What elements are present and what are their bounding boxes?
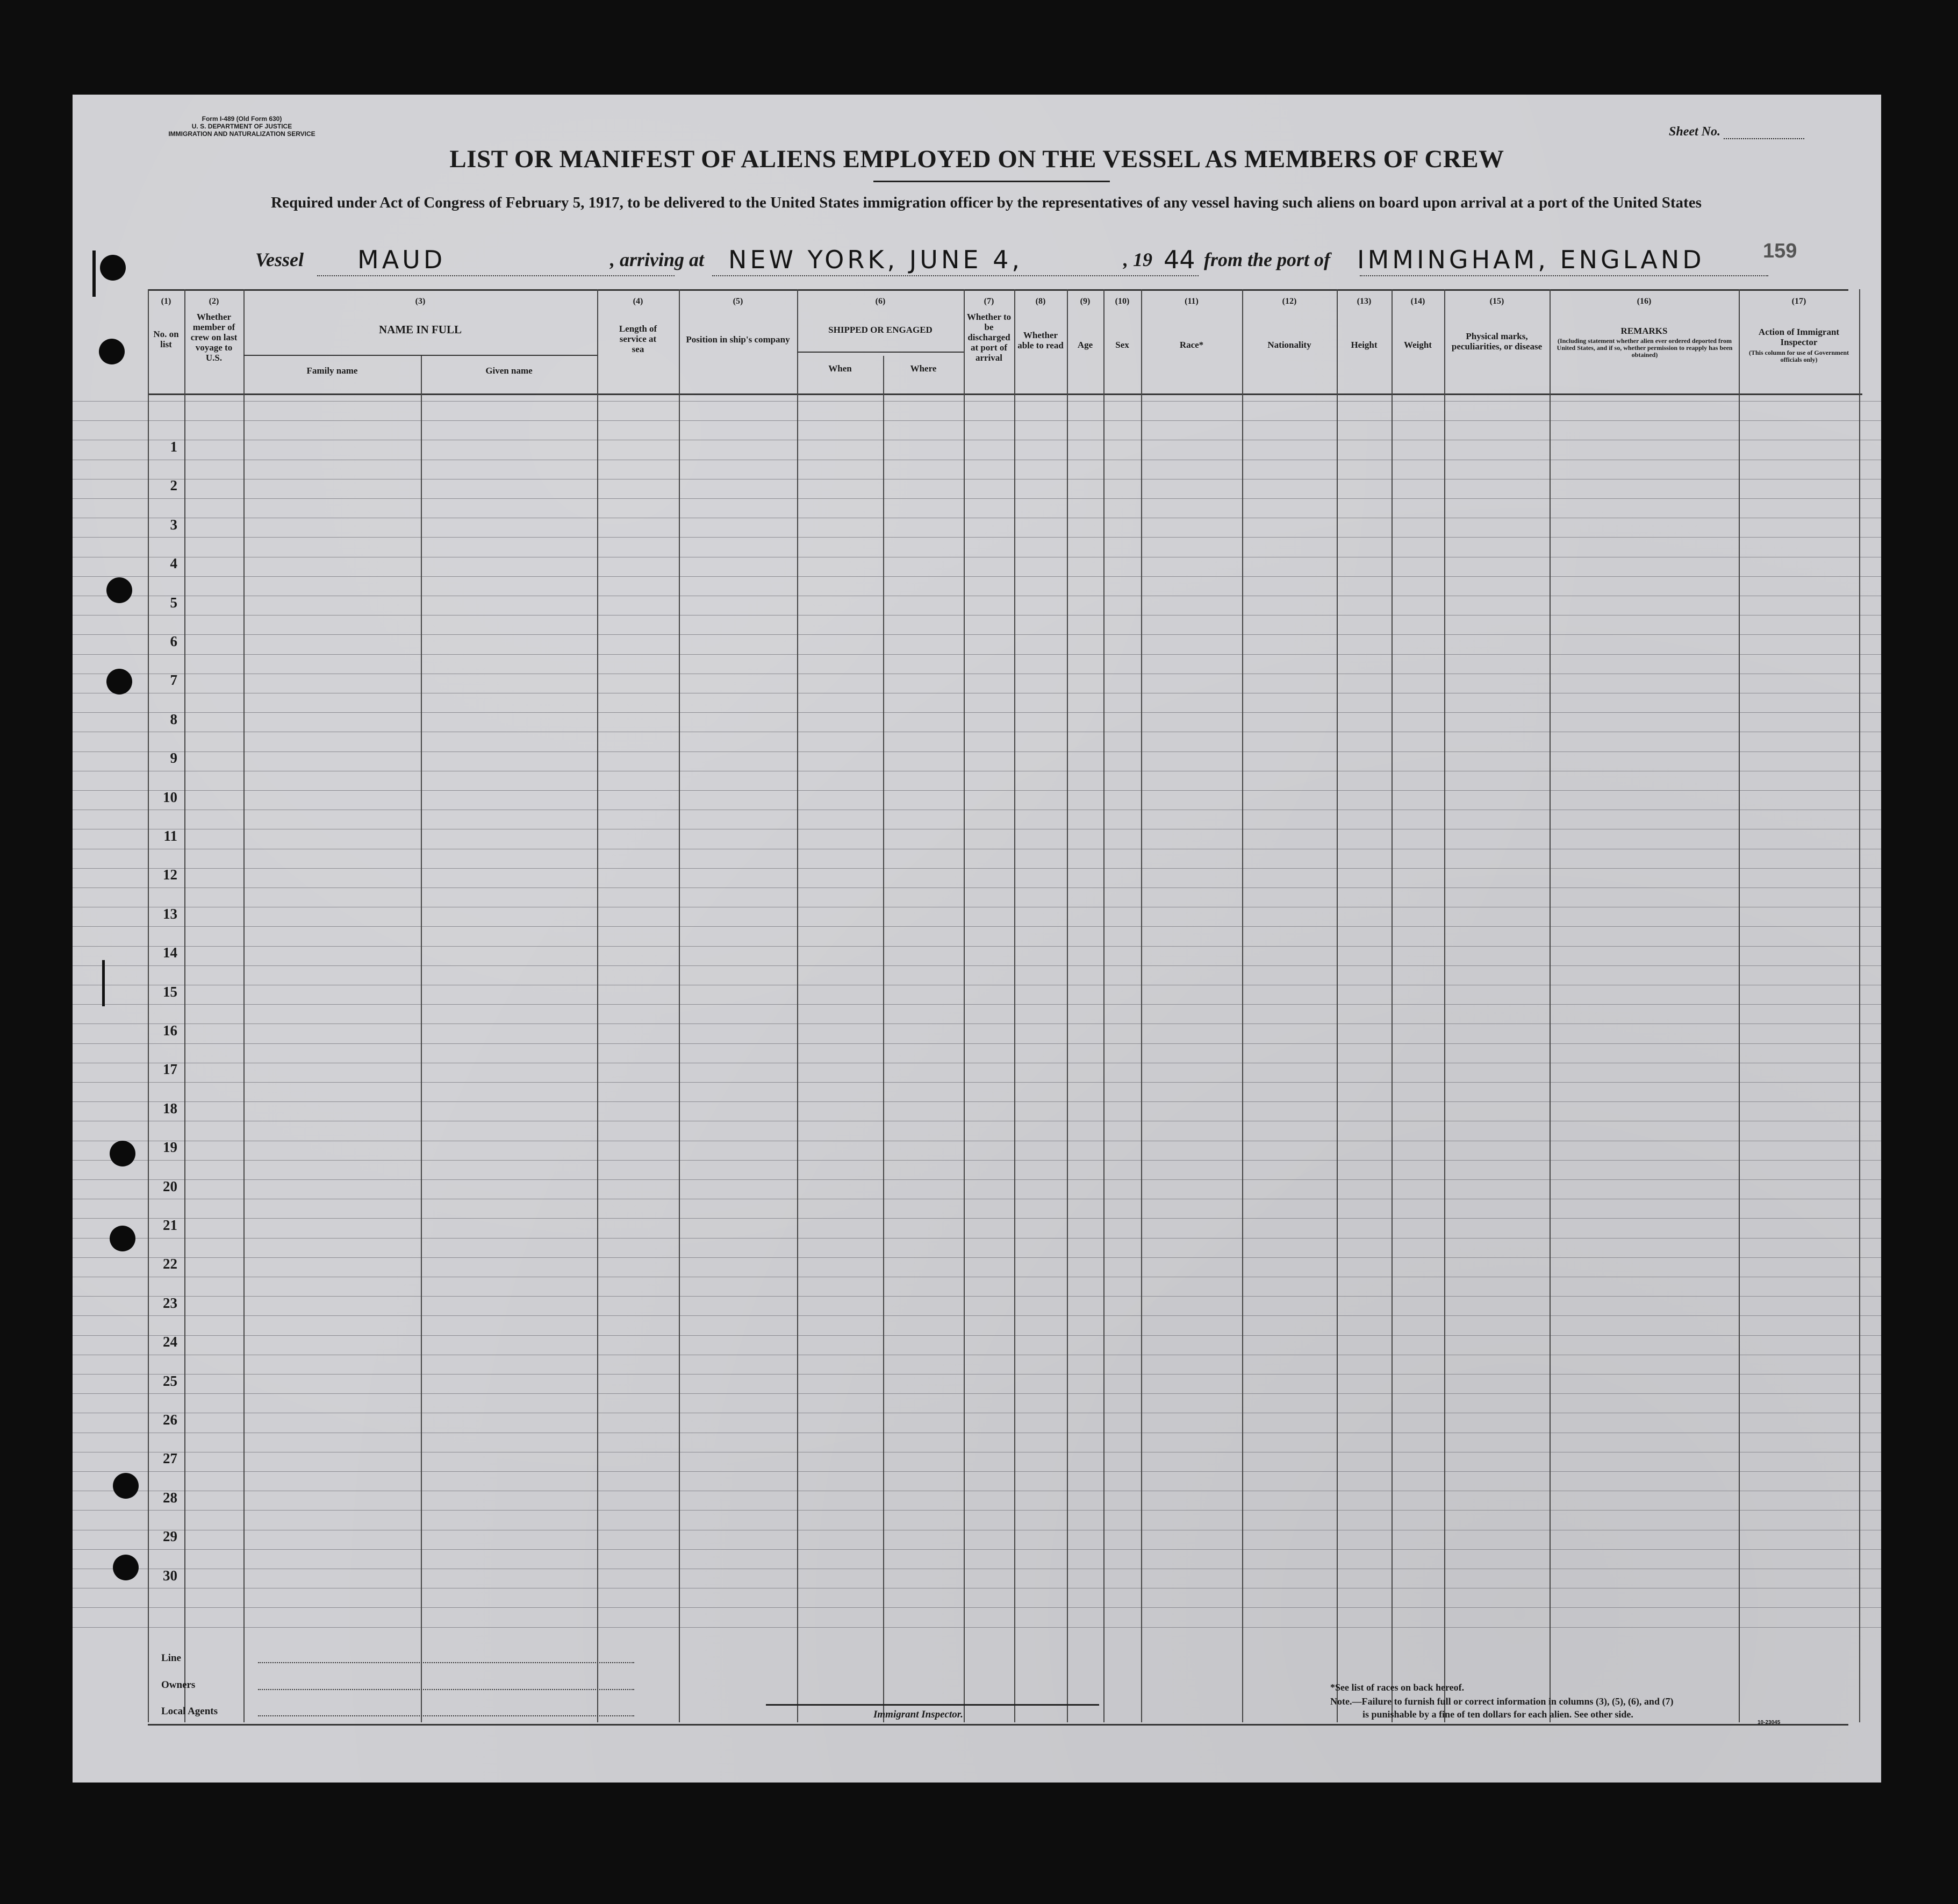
row-number: 5: [170, 594, 177, 611]
column-rule: [1859, 289, 1860, 1722]
ruled-line: [73, 537, 1881, 538]
vessel-label: Vessel: [255, 249, 304, 270]
row-number: 20: [163, 1178, 177, 1194]
col-5-number: (5): [733, 297, 743, 306]
row-number: 30: [163, 1567, 177, 1584]
page-subtitle: Required under Act of Congress of February 5, 1917, to be delivered to the United States immigration officer by the representatives of any vessel having such aliens on board upon arrival at a port of the United States: [271, 194, 1702, 211]
form-id-line: Form I-489 (Old Form 630): [202, 115, 282, 123]
column-rule: [1067, 289, 1068, 1722]
column-rule: [1392, 289, 1393, 1722]
ruled-line: [73, 498, 1881, 499]
form-code: 10-23045: [1758, 1720, 1781, 1726]
column-rule: [1550, 289, 1551, 1722]
col-2-label: Whether member of crew on last voyage to U.S.: [190, 312, 238, 363]
row-number: 10: [163, 789, 177, 805]
line-blank: [258, 1662, 634, 1663]
column-rule: [1337, 289, 1338, 1722]
col-1-number: (1): [161, 297, 171, 306]
sheet-number-blank: [1724, 128, 1804, 139]
punch-hole: [99, 339, 125, 364]
row-number: 4: [170, 555, 177, 572]
col-12-number: (12): [1282, 297, 1297, 306]
arriving-label: , arriving at: [610, 249, 705, 270]
row-number: 1: [170, 439, 177, 455]
line-label: Line: [161, 1652, 181, 1664]
col-7-number: (7): [984, 297, 994, 306]
ruled-line: [73, 965, 1881, 966]
binder-mark: [102, 960, 105, 1006]
ruled-line: [73, 1393, 1881, 1394]
form-identifier: [164, 115, 320, 138]
row-number: 25: [163, 1372, 177, 1389]
col-13-number: (13): [1357, 297, 1372, 306]
col-3-family-name: Family name: [306, 366, 358, 376]
ruled-line: [73, 1043, 1881, 1044]
col-11-number: (11): [1185, 297, 1199, 306]
row-number: 19: [163, 1139, 177, 1156]
stamped-page-number: 159: [1763, 240, 1797, 262]
row-number: 16: [163, 1022, 177, 1039]
row-number: 17: [163, 1061, 177, 1078]
row-number: 6: [170, 633, 177, 649]
column-rule: [1141, 289, 1142, 1722]
col-8-label: Whether able to read: [1017, 330, 1064, 350]
col-17-number: (17): [1791, 297, 1806, 306]
punch-hole: [113, 1555, 139, 1580]
year-label: , 19: [1123, 249, 1152, 270]
col-4-number: (4): [633, 297, 643, 306]
column-rule: [421, 356, 422, 1722]
col-8-number: (8): [1035, 297, 1046, 306]
row-number: 26: [163, 1412, 177, 1428]
col-17-label: Action of Immigrant Inspector: [1758, 327, 1840, 347]
col-13-label: Height: [1351, 340, 1378, 350]
owners-blank: [258, 1689, 634, 1690]
col-16-note: (Including statement whether alien ever ordered deported from United States, and if so, whether permission to reapply has been obtained): [1557, 337, 1733, 359]
punch-hole: [113, 1473, 139, 1499]
col-3-label: NAME IN FULL: [378, 323, 462, 336]
ruled-line: [73, 576, 1881, 577]
col-15-label: Physical marks, peculiarities, or disease: [1451, 331, 1543, 352]
ruled-line: [73, 1627, 1881, 1628]
sheet-number-label: Sheet No.: [1669, 125, 1720, 139]
row-number: 2: [170, 477, 177, 494]
ruled-line: [73, 946, 1881, 947]
ruled-line: [73, 1471, 1881, 1472]
ruled-line: [73, 1082, 1881, 1083]
column-rule: [597, 289, 598, 1722]
ruled-line: [73, 790, 1881, 791]
col-2-number: (2): [209, 297, 219, 306]
col-3-number: (3): [415, 297, 426, 306]
ruled-line: [73, 1218, 1881, 1219]
col-16-number: (16): [1637, 297, 1652, 306]
punch-hole: [110, 1141, 135, 1166]
row-number: 21: [163, 1217, 177, 1233]
ruled-line: [73, 1510, 1881, 1511]
col-6-where: Where: [910, 363, 937, 374]
manifest-sheet: [73, 95, 1881, 1783]
column-rule: [243, 289, 245, 1722]
form-id-line: IMMIGRATION AND NATURALIZATION SERVICE: [168, 130, 315, 138]
column-rule: [964, 289, 965, 1722]
col-6-label: SHIPPED OR ENGAGED: [828, 325, 933, 335]
year-value: 44: [1164, 245, 1195, 274]
arriving-port-date: NEW YORK, JUNE 4,: [728, 245, 1023, 274]
ruled-line: [73, 1179, 1881, 1180]
sheet-number-field: [1669, 125, 1846, 139]
col-4-label: Length of service at sea: [619, 324, 657, 354]
col-5-label: Position in ship's company: [686, 334, 790, 345]
row-number: 3: [170, 516, 177, 533]
col-10-number: (10): [1115, 297, 1130, 306]
ruled-line: [73, 1257, 1881, 1258]
col-3-given-name: Given name: [485, 366, 533, 376]
row-number: 29: [163, 1528, 177, 1545]
row-number: 24: [163, 1334, 177, 1350]
title-underline: [873, 181, 1110, 182]
col-7-label: Whether to be discharged at port of arrival: [966, 312, 1012, 363]
col-6-when: When: [828, 363, 852, 374]
column-rule: [1739, 289, 1740, 1722]
column-rule: [184, 289, 185, 1722]
col-17-note: (This column for use of Government officials only): [1748, 349, 1849, 363]
ruled-line: [73, 1023, 1881, 1024]
local-agents-blank: [258, 1715, 634, 1716]
ruled-line: [73, 1238, 1881, 1239]
row-number: 7: [170, 672, 177, 689]
ruled-line: [73, 1004, 1881, 1005]
ruled-line: [73, 1315, 1881, 1316]
ruled-line: [73, 1607, 1881, 1608]
column-rule: [883, 356, 884, 1722]
ruled-line: [73, 751, 1881, 752]
row-number: 18: [163, 1100, 177, 1116]
col-1-label: No. on list: [153, 329, 179, 349]
column-rule: [797, 289, 798, 1722]
owners-label: Owners: [161, 1679, 196, 1691]
penalty-note-line-1: Note.—Failure to furnish full or correct information in columns (3), (5), (6), and (7): [1330, 1696, 1674, 1707]
row-number: 11: [163, 828, 177, 844]
punch-hole: [110, 1226, 135, 1251]
row-number: 23: [163, 1294, 177, 1311]
local-agents-label: Local Agents: [161, 1706, 218, 1717]
col-9-number: (9): [1080, 297, 1091, 306]
punch-hole: [100, 255, 126, 281]
ruled-line: [73, 1296, 1881, 1297]
ruled-line: [73, 1374, 1881, 1375]
ruled-line: [73, 887, 1881, 888]
row-number: 9: [170, 750, 177, 767]
row-number: 22: [163, 1256, 177, 1272]
punch-hole: [106, 669, 132, 695]
punch-hole: [106, 577, 132, 603]
col-14-number: (14): [1410, 297, 1425, 306]
ruled-line: [73, 1101, 1881, 1102]
ruled-line: [73, 654, 1881, 655]
vessel-name: MAUD: [357, 245, 446, 274]
row-number: 14: [163, 944, 177, 961]
inspector-label: Immigrant Inspector.: [873, 1709, 963, 1720]
col-12-label: Nationality: [1267, 340, 1311, 350]
col-14-label: Weight: [1404, 340, 1432, 350]
row-number: 13: [163, 905, 177, 922]
ruled-line: [73, 420, 1881, 421]
ruled-line: [73, 868, 1881, 869]
column-rule: [679, 289, 680, 1722]
col-16-label: REMARKS: [1620, 326, 1668, 336]
ruled-line: [73, 634, 1881, 635]
penalty-note-line-2: is punishable by a fine of ten dollars for each alien. See other side.: [1362, 1709, 1633, 1720]
column-rule: [1014, 289, 1015, 1722]
ruled-line: [73, 1335, 1881, 1336]
ruled-line: [73, 1160, 1881, 1161]
form-id-line: U. S. DEPARTMENT OF JUSTICE: [191, 123, 292, 130]
col-9-label: Age: [1077, 340, 1093, 350]
col-3-subheader-rule: [243, 355, 597, 356]
from-port-value: IMMINGHAM, ENGLAND: [1357, 245, 1705, 274]
col-15-number: (15): [1489, 297, 1504, 306]
col-6-number: (6): [875, 297, 886, 306]
row-number: 8: [170, 711, 177, 727]
row-number: 27: [163, 1450, 177, 1467]
column-rule: [148, 289, 149, 1722]
ruled-line: [73, 712, 1881, 713]
column-rule: [1242, 289, 1243, 1722]
column-rule: [1103, 289, 1104, 1722]
col-10-label: Sex: [1115, 340, 1129, 350]
binder-mark: [92, 250, 96, 297]
col-6-subheader-rule: [797, 352, 964, 353]
row-number: 28: [163, 1489, 177, 1506]
ruled-line: [73, 1549, 1881, 1550]
ruled-line: [73, 926, 1881, 927]
row-number: 15: [163, 983, 177, 1000]
races-note: *See list of races on back hereof.: [1330, 1682, 1465, 1693]
ruled-line: [73, 401, 1881, 402]
col-11-label: Race*: [1179, 340, 1204, 350]
row-number: 12: [163, 867, 177, 883]
from-port-label: from the port of: [1204, 249, 1331, 270]
inspector-signature-line: [766, 1704, 1099, 1706]
table-header-separator: [148, 393, 1862, 395]
column-rule: [1444, 289, 1445, 1722]
page-title: LIST OR MANIFEST OF ALIENS EMPLOYED ON THE VESSEL AS MEMBERS OF CREW: [449, 145, 1504, 173]
